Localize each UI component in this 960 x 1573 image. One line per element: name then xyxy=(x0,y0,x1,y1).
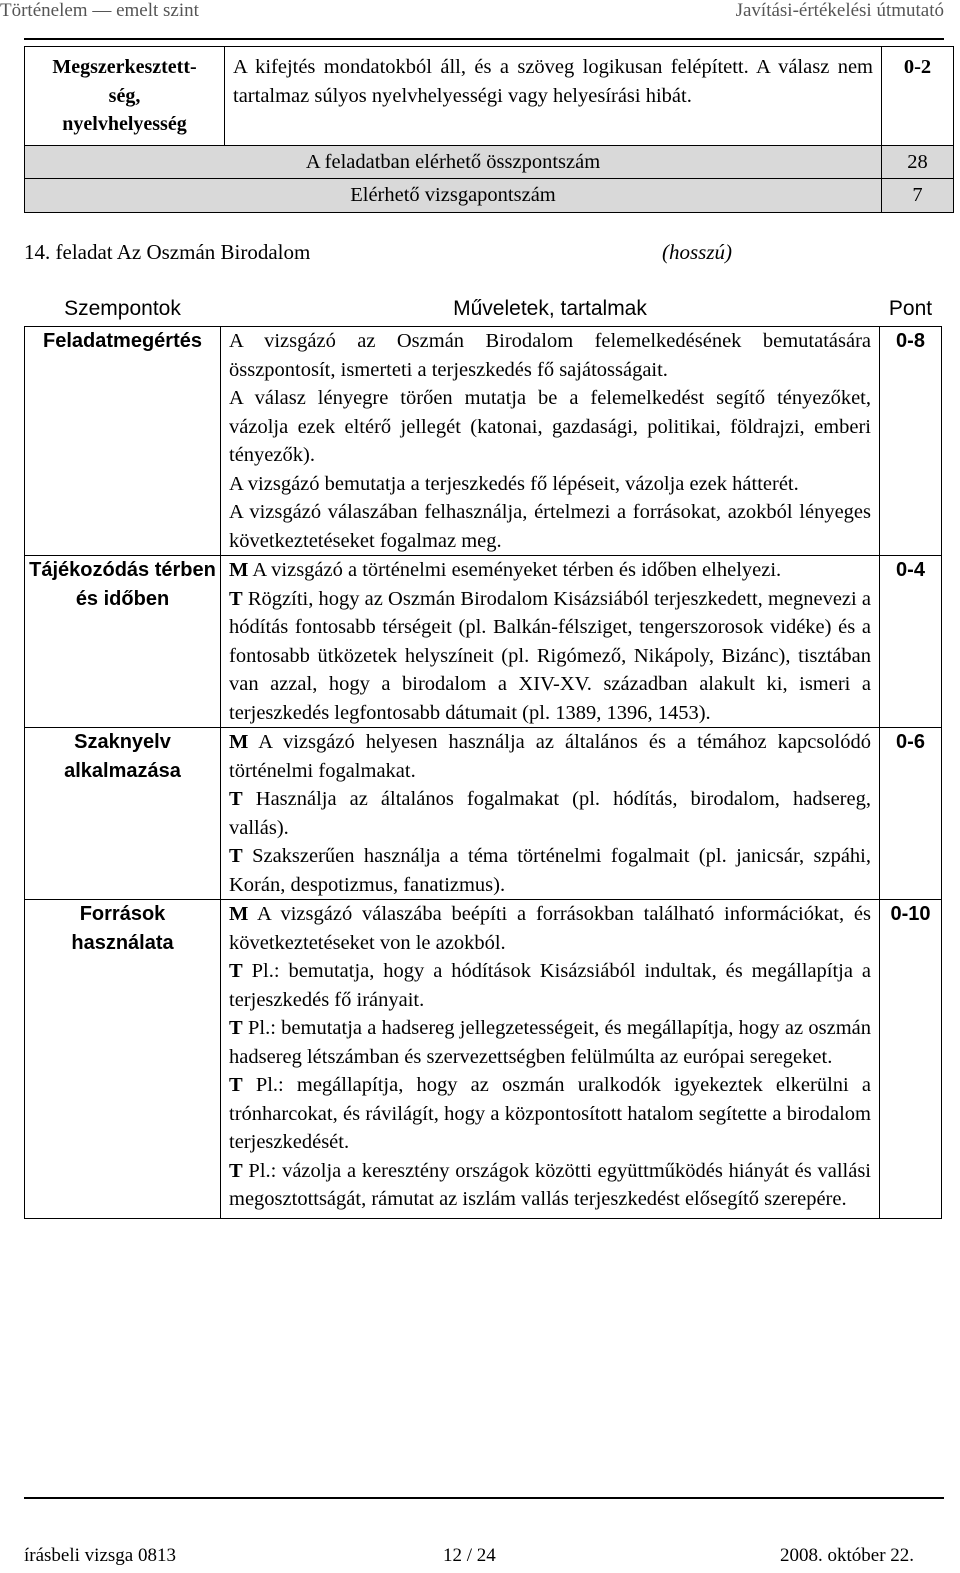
content-item xyxy=(229,957,871,1014)
task-title: 14. feladat Az Oszmán Birodalom xyxy=(24,240,311,264)
table-row xyxy=(25,556,942,728)
scoring-rows xyxy=(25,327,942,1219)
item-prefix: M xyxy=(229,903,249,925)
content-item xyxy=(229,1157,871,1214)
footer-rule xyxy=(24,1497,944,1499)
scoring-table xyxy=(24,292,942,1219)
header-rule xyxy=(24,38,944,40)
content-item xyxy=(229,1014,871,1071)
item-prefix: T xyxy=(229,1159,243,1182)
item-text: Pl.: vázolja a keresztény országok közötti együttműködés hiányát és vallási megosztottságát, rámutat az iszlám vallás terjeszkedést elősegítő szerepére. xyxy=(229,1159,871,1210)
exam-row xyxy=(25,179,954,213)
content-item xyxy=(229,498,871,555)
item-text: Használja az általános fogalmakat (pl. hódítás, birodalom, hadsereg, vallás). xyxy=(229,788,871,839)
item-prefix: T xyxy=(229,960,243,982)
table-row xyxy=(25,327,942,556)
item-prefix: T xyxy=(229,587,243,610)
item-text: A vizsgázó a történelmi eseményeket térben és időben elhelyezi. xyxy=(248,559,782,581)
exam-label: Elérhető vizsgapontszám xyxy=(25,179,882,213)
previous-task-table xyxy=(24,46,954,213)
content-item xyxy=(229,785,871,842)
column-header-criteria: Szempontok xyxy=(64,296,181,320)
points-range: 0-10 xyxy=(880,900,942,1219)
content-item xyxy=(229,842,871,899)
criterion-content xyxy=(221,556,880,728)
item-text: A vizsgázó helyesen használja az általános és a témához kapcsolódó történelmi fogalmakat. xyxy=(229,731,871,782)
criterion-content xyxy=(221,728,880,900)
criterion-line: ség, xyxy=(108,84,141,107)
criterion-text: A kifejtés mondatokból áll, és a szöveg logikusan felépített. A válasz nem tartalmaz súlyos nyelvhelyességi vagy helyesírási hibát. xyxy=(225,47,882,146)
content-item xyxy=(229,1071,871,1157)
criterion-line: Megszerkesztett- xyxy=(52,56,197,78)
points-range: 0-6 xyxy=(880,728,942,900)
content-item xyxy=(229,327,871,384)
criterion-name: Tájékozódás térben és időben xyxy=(25,556,221,728)
item-text: Rögzíti, hogy az Oszmán Birodalom Kisázsiából terjeszkedett, megnevezi a hódítás fontosabb térségeit (pl. Balkán-félsziget, tengerszorosok vidéke) és a fontosabb ütközetek helyszíneit (pl. Rigómező, Nikápoly, Bizánc), tisztában van azzal, hogy a birodalom a XIV-XV. században alakult ki, ismeri a terjeszkedés legfontosabb dátumait (pl. 1389, 1396, 1453). xyxy=(229,587,871,724)
content-item xyxy=(229,384,871,470)
table-row xyxy=(25,47,954,146)
item-prefix: T xyxy=(229,1074,243,1096)
content-item xyxy=(229,585,871,728)
item-prefix: T xyxy=(229,788,243,810)
criterion-line: nyelvhelyesség xyxy=(62,113,187,135)
table-row xyxy=(25,900,942,1219)
item-prefix: M xyxy=(229,731,249,753)
task-type: (hosszú) xyxy=(662,240,733,264)
header-subject: Történelem — emelt szint xyxy=(0,0,199,21)
footer-date: 2008. október 22. xyxy=(780,1545,915,1566)
content-item xyxy=(229,900,871,957)
column-header-row xyxy=(25,292,942,327)
criterion-name: Források használata xyxy=(25,900,221,1219)
item-text: Pl.: megállapítja, hogy az oszmán uralkodók igyekeztek elkerülni a trónharcokat, és rávilágít, hogy a központosított hatalom segítette a birodalom terjeszkedését. xyxy=(229,1074,871,1153)
item-prefix: T xyxy=(229,845,243,867)
criterion-content xyxy=(221,327,880,556)
page-header xyxy=(0,0,960,24)
criterion-cell xyxy=(25,47,225,146)
total-value: 28 xyxy=(882,145,954,179)
column-header-content: Műveletek, tartalmak xyxy=(453,296,647,320)
points-range: 0-4 xyxy=(880,556,942,728)
item-text: A vizsgázó válaszába beépíti a forrásokban található információkat, és következtetéseket von le azokból. xyxy=(229,903,871,954)
item-text: A vizsgázó bemutatja a terjeszkedés fő lépéseit, vázolja ezek hátterét. xyxy=(229,472,799,495)
item-text: A vizsgázó az Oszmán Birodalom felemelkedésének bemutatására összpontosít, ismerteti a terjeszkedés fő sajátosságait. xyxy=(229,330,871,381)
total-row xyxy=(25,145,954,179)
table-row xyxy=(25,728,942,900)
content-item xyxy=(229,728,871,785)
item-prefix: M xyxy=(229,559,249,581)
item-text: A válasz lényegre törően mutatja be a felemelkedést segítő tényezőket, vázolja ezek eltérő jellegét (katonai, gazdasági, politikai, földrajzi, emberi tényezők). xyxy=(229,387,871,466)
item-text: Szakszerűen használja a téma történelmi fogalmait (pl. janicsár, szpáhi, Korán, despotizmus, fanatizmus). xyxy=(229,845,871,896)
item-text: Pl.: bemutatja a hadsereg jellegzetességeit, és megállapítja, hogy az oszmán hadsereg létszámban és szervezettségben felülmúlta az európai seregeket. xyxy=(229,1017,871,1068)
footer-page-number: 12 / 24 xyxy=(443,1545,496,1566)
content-item xyxy=(229,470,871,499)
item-prefix: T xyxy=(229,1017,243,1039)
criterion-name: Feladatmegértés xyxy=(25,327,221,556)
criterion-name: Szaknyelv alkalmazása xyxy=(25,728,221,900)
column-header-points: Pont xyxy=(888,296,933,320)
content-item xyxy=(229,556,871,585)
footer-exam: írásbeli vizsga 0813 xyxy=(24,1545,176,1566)
total-label: A feladatban elérhető összpontszám xyxy=(25,145,882,179)
item-text: Pl.: bemutatja, hogy a hódítások Kisázsiából indultak, és megállapítja a terjeszkedés fő irányait. xyxy=(229,960,871,1011)
exam-value: 7 xyxy=(882,179,954,213)
item-text: A vizsgázó válaszában felhasználja, értelmezi a forrásokat, azokból lényeges következtetéseket fogalmaz meg. xyxy=(229,501,871,552)
criterion-content xyxy=(221,900,880,1219)
points-range: 0-8 xyxy=(880,327,942,556)
points-cell: 0-2 xyxy=(882,47,954,146)
header-doc-type: Javítási-értékelési útmutató xyxy=(735,0,944,21)
